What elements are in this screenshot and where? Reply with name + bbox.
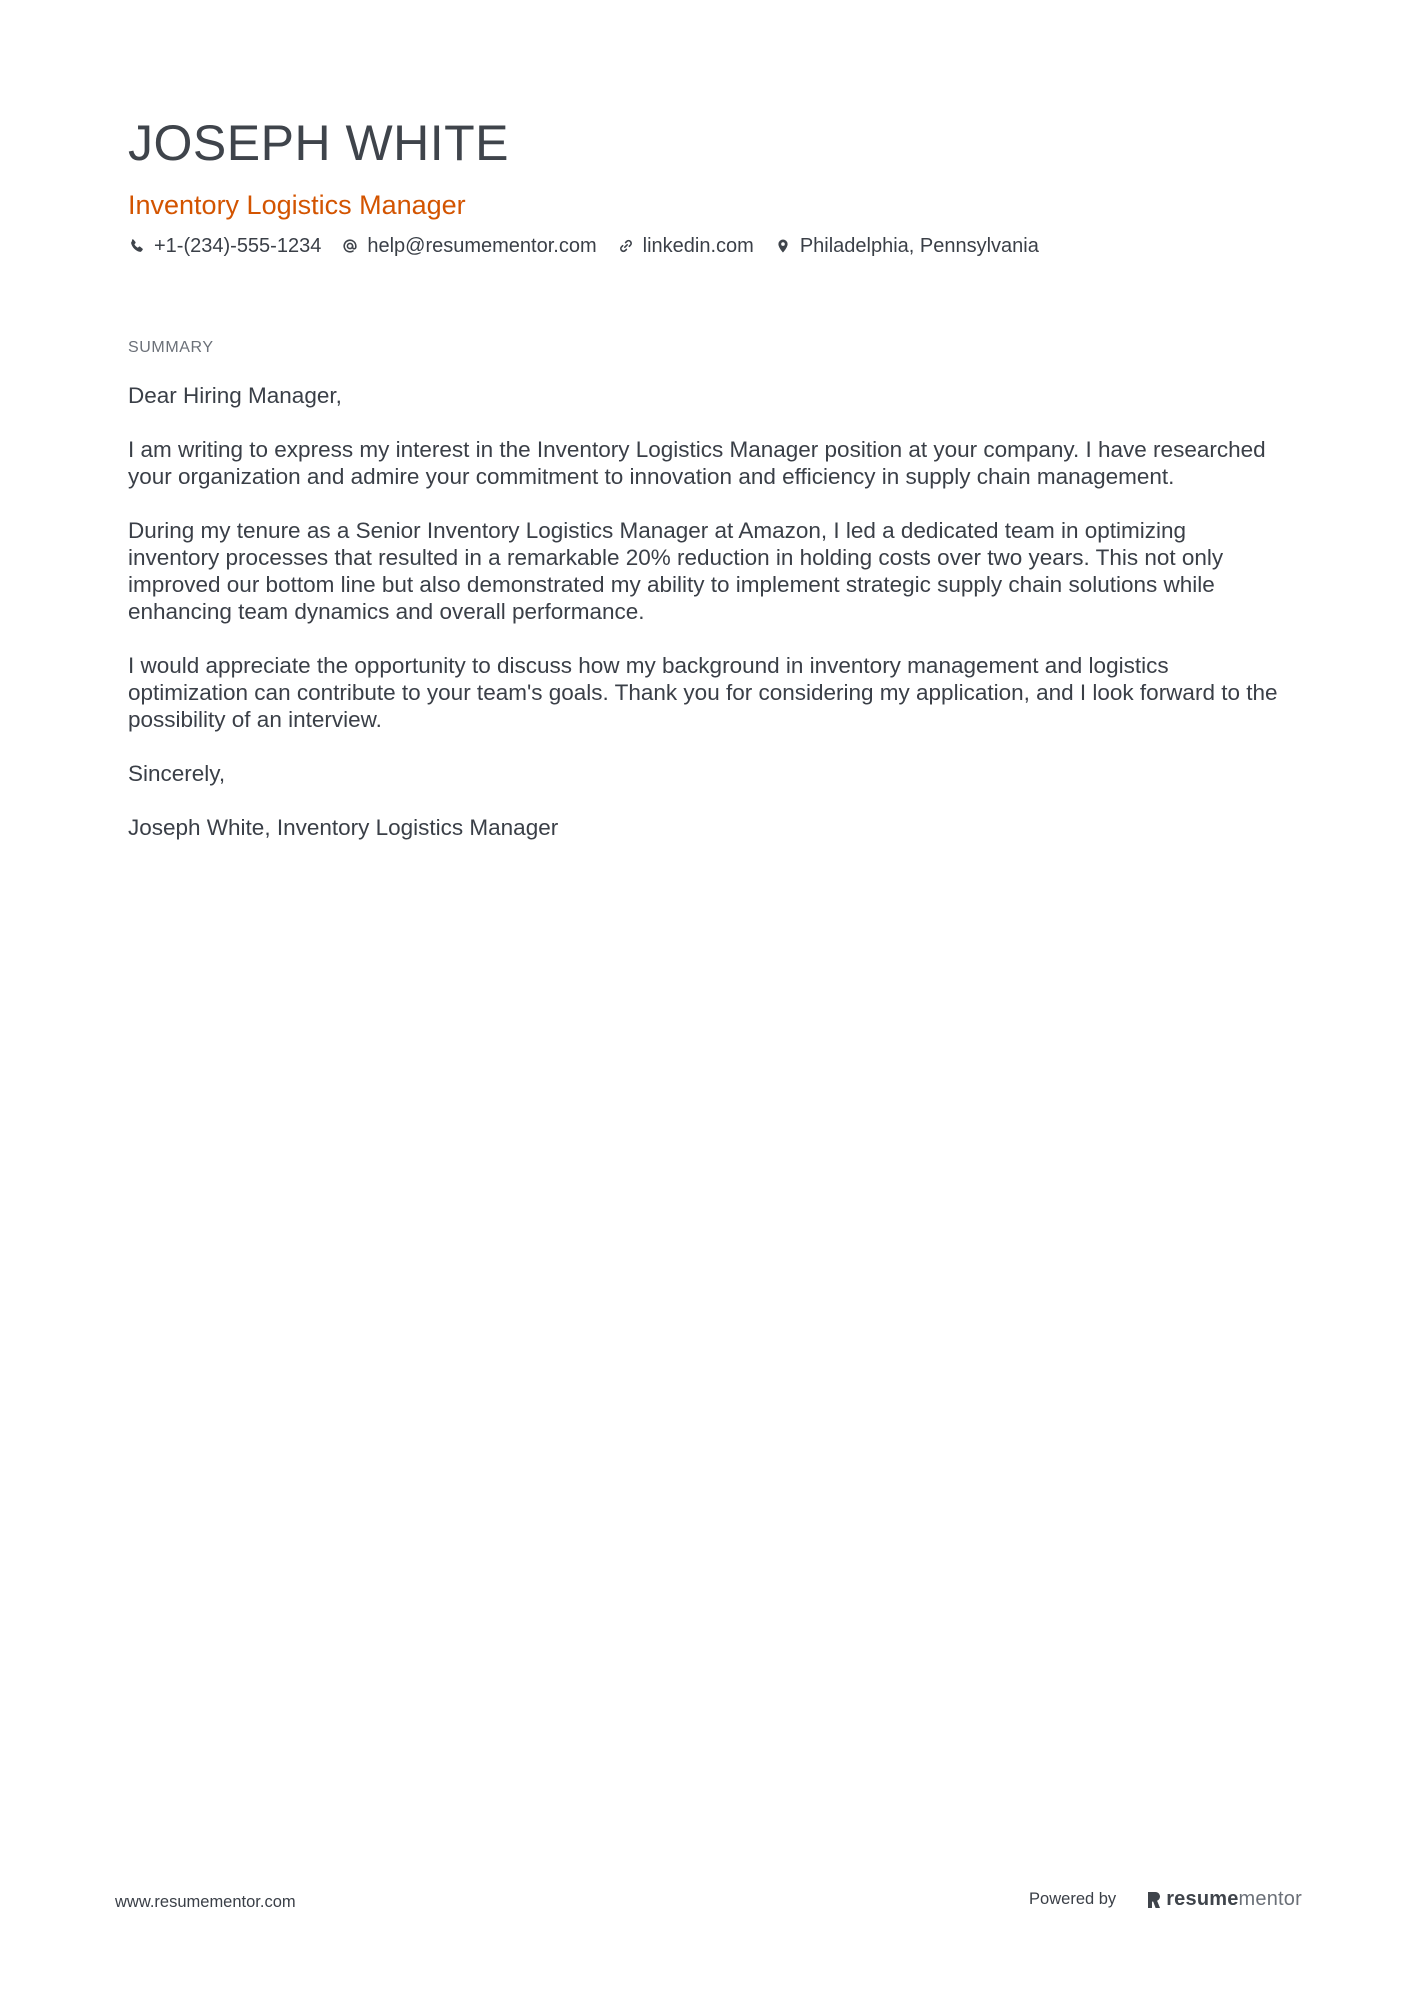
at-icon: [341, 237, 359, 255]
contact-location-text: Philadelphia, Pennsylvania: [799, 235, 1039, 257]
letter-greeting: Dear Hiring Manager,: [128, 383, 342, 408]
brand-name-bold: resume: [1166, 1888, 1239, 1910]
letter-signature: Joseph White, Inventory Logistics Manager: [128, 815, 559, 840]
contact-location: [774, 232, 1039, 260]
contact-phone-text: +1-(234)-555-1234: [154, 235, 322, 257]
footer-website[interactable]: www.resumementor.com: [115, 1893, 296, 1911]
contact-email[interactable]: [341, 232, 596, 260]
candidate-name: JOSEPH WHITE: [128, 115, 510, 171]
contact-phone: [128, 232, 321, 260]
phone-icon: [128, 237, 146, 255]
brand-logo[interactable]: [1146, 1888, 1302, 1911]
powered-by-text: Powered by: [1029, 1890, 1117, 1908]
job-title: Inventory Logistics Manager: [128, 190, 466, 220]
contact-linkedin-text[interactable]: linkedin.com: [642, 235, 754, 257]
section-label-summary: SUMMARY: [128, 339, 214, 356]
header: [128, 112, 1278, 260]
footer-branding: [1029, 1888, 1302, 1911]
letter-paragraph: During my tenure as a Senior Inventory Logistics Manager at Amazon, I led a dedicated team in optimizing inventory processes that resulted in a remarkable 20% reduction in holding costs over two years. This not only improved our bottom line but also demonstrated my ability to implement strategic supply chain solutions while enhancing team dynamics and overall performance.: [128, 518, 1224, 624]
letter-paragraph: I am writing to express my interest in the Inventory Logistics Manager position at your company. I have researched your organization and admire your commitment to innovation and efficiency in supply chain management.: [128, 437, 1266, 489]
contact-row: [128, 232, 1278, 260]
location-pin-icon: [774, 237, 792, 255]
letter-body: [128, 382, 1278, 868]
letter-closing: Sincerely,: [128, 761, 226, 786]
letter-paragraph: I would appreciate the opportunity to discuss how my background in inventory management and logistics optimization can contribute to your team's goals. Thank you for considering my application, and I look forward to the possibility of an interview.: [128, 653, 1278, 732]
resumementor-logo-icon: [1146, 1890, 1162, 1910]
link-icon: [617, 237, 635, 255]
brand-name-light: mentor: [1238, 1888, 1302, 1910]
contact-email-text[interactable]: help@resumementor.com: [367, 235, 597, 257]
contact-linkedin[interactable]: [617, 232, 754, 260]
